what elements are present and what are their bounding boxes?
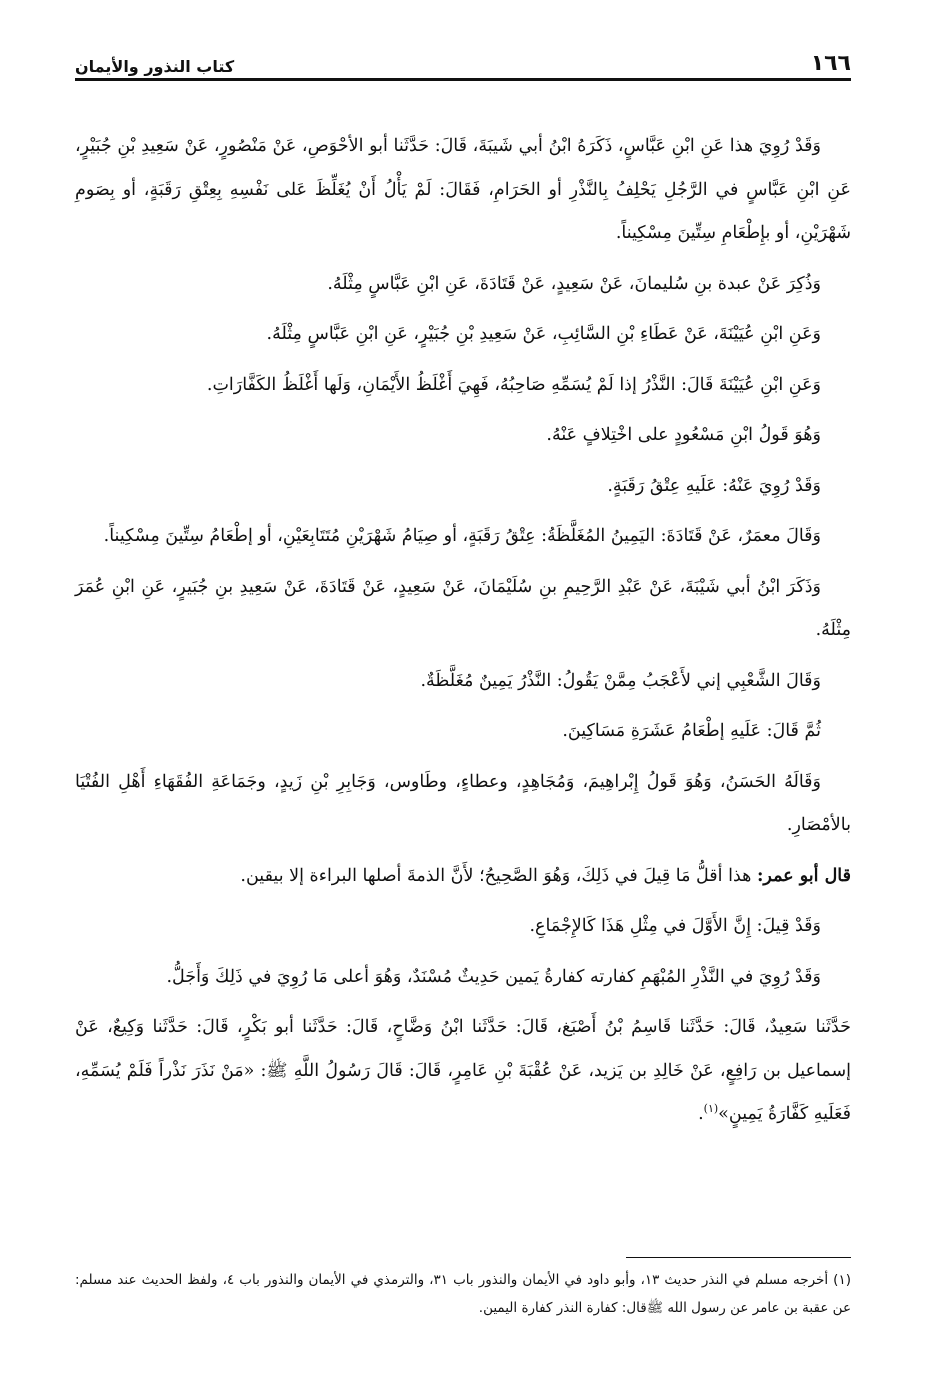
hadith-paragraph xyxy=(75,1006,851,1137)
paragraph: ثُمَّ قَالَ: عَلَيهِ إطْعَامُ عَشَرَةِ مَسَاكِينَ. xyxy=(562,721,821,741)
paragraph: وَقَالَ الشَّعْبِي إني لأَعْجَبُ مِمَّنْ يَقُولُ: النَّذْرُ يَمِينٌ مُغَلَّظَةٌ. xyxy=(420,670,821,691)
paragraph: وَعَنِ ابْنِ عُيَيْنَةَ، عَنْ عَطَاءِ بْنِ السَّائِبِ، عَنْ سَعِيدِ بْنِ جُبَيْرٍ، عَنِ ابْنِ عَبَّاسٍ مِثْلَهُ. xyxy=(266,324,821,344)
footnote: (١) أخرجه مسلم في النذر حديث ١٣، وأبو داود في الأيمان والنذور باب ٣١، والترمذي في الأيمان والنذور باب ٤، ولفظ الحديث عند مسلم: عن عقبة بن عامر عن رسول الله ﷺقال: كفارة النذر كفارة اليمين. xyxy=(75,1272,851,1316)
book-title: كتاب النذور والأيمان xyxy=(75,57,235,76)
paragraph: وَقَدْ قِيلَ: إِنَّ الأَوَّلَ في مِثْلِ هَذَا كَالإِجْمَاعِ. xyxy=(529,916,821,936)
paragraph: وَقَالَهُ الحَسَنُ، وَهُوَ قَولُ إِبْراهِيمَ، وَمُجَاهِدٍ، وعطاءٍ، وطَاوس، وَجَابِرِ بْنِ زَيدٍ، وجَمَاعَةِ الفُقَهَاءِ أَهْلِ الفُتْيَا بالأمْصَارِ. xyxy=(75,771,851,835)
hadith-text: حَدَّثَنا سَعِيدٌ، قَالَ: حَدَّثَنا قَاسِمُ بْنُ أَصْبَغ، قَالَ: حَدَّثَنا ابْنُ وَضَّاحٍ، قَالَ: حَدَّثَنا أبو بَكْرٍ، قَالَ: حَدَّثَنا وَكِيعٌ، عَنْ إسماعيل بن رَافِعٍ، عَنْ خَالِدِ بن يَزيد، عَنْ عُقْبَةَ بْنِ عَامِرٍ، قَالَ: قَالَ رَسُولُ اللَّهِ ﷺ: «مَنْ نَذَرَ نَذْراً فَلَمْ يُسَمِّهِ، فَعَلَيهِ كَفَّارَةُ يَمِينٍ» xyxy=(75,1017,851,1124)
paragraph: وَقَدْ رُوِيَ هذا عَنِ ابْنِ عَبَّاسٍ، ذَكَرَهُ ابْنُ أبي شَيبَةَ، قَالَ: حَدَّثَنا أبو الأحْوَصِ، عَنْ مَنْصُورٍ، عَنْ سَعِيدِ بْنِ جُبَيْرٍ، عَنِ ابْنِ عَبَّاسٍ في الرَّجُلِ يَحْلِفُ بِالنَّذْرِ أو الحَرَامِ، فَقَالَ: لَمْ يَأْلُ أَنْ يُغَلِّظَ عَلى نَفْسِهِ بِعِتْقِ رَقَبَةٍ، أو بِصَومِ شَهْرَيْنِ، أو بإِطْعَامِ سِتِّينَ مِسْكِيناً. xyxy=(75,136,851,243)
footnote-divider xyxy=(626,1257,851,1258)
paragraph: وَقَدْ رُوِيَ عَنْهُ: عَلَيهِ عِتْقُ رَقَبَةٍ. xyxy=(607,475,821,496)
paragraph: وَعَنِ ابْنِ عُيَيْنَةَ قَالَ: النَّذْرُ إذا لَمْ يُسَمِّهِ صَاحِبُهُ، فَهِيَ أَغْلَظُ الأَيْمَانِ، وَلَها أَغْلَظُ الكَفَّارَاتِ. xyxy=(206,374,821,395)
paragraph: وَقَالَ معمَرٌ، عَنْ قَتَادَةَ: اليَمِينُ المُغَلَّظَةُ: عِتْقُ رَقَبَةٍ، أو صِيَامُ شَهْرَيْنِ مُتَتَابِعَيْنِ، أو إطْعَامُ سِتِّينَ مِسْكِيناً. xyxy=(103,526,821,546)
page-number: ١٦٦ xyxy=(810,51,851,76)
paragraph: وَذَكَرَ ابْنُ أبي شَيْبَةَ، عَنْ عَبْدِ الرَّحِيمِ بنِ سُلَيْمَانَ، عَنْ سَعِيدٍ، عَنْ قَتَادَةَ، عَنْ سَعِيدِ بنِ جُبَيرٍ، عَنِ ابْنِ عُمَرَ مِثْلَهُ. xyxy=(75,576,851,640)
speaker-label: قال أبو عمر: xyxy=(756,865,851,886)
paragraph: وَقَدْ رُوِيَ في النَّذْرِ المُبْهَمِ كفارته كفارةُ يَمين حَدِيثٌ مُسْنَدٌ، وَهُوَ أعلى مَا رُوِيَ في ذَلِكَ وَأَجَلُّ. xyxy=(166,966,821,987)
abu-umar-paragraph xyxy=(75,855,851,899)
running-header xyxy=(75,40,851,81)
book-page xyxy=(75,40,851,1144)
main-text xyxy=(75,125,851,1137)
paragraph: وَهُوَ قَولُ ابْنِ مَسْعُودٍ على اخْتِلافٍ عَنْهُ. xyxy=(546,425,821,445)
paragraph: وَذُكِرَ عَنْ عبدة بنِ سُليمانَ، عَنْ سَعِيدٍ، عَنْ قَتَادَةَ، عَنِ ابْنِ عَبَّاسٍ مِثْلَهُ. xyxy=(327,273,821,294)
footnotes xyxy=(75,1266,851,1322)
footnote-reference[interactable]: (١) xyxy=(703,1102,719,1116)
hadith-end: . xyxy=(698,1104,704,1124)
abu-umar-text: هذا أقلُّ مَا قِيلَ في ذَلِكَ، وَهُوَ الصَّحِيحُ؛ لأَنَّ الذمةَ أصلها البراءة إلا بيقين. xyxy=(240,865,752,886)
